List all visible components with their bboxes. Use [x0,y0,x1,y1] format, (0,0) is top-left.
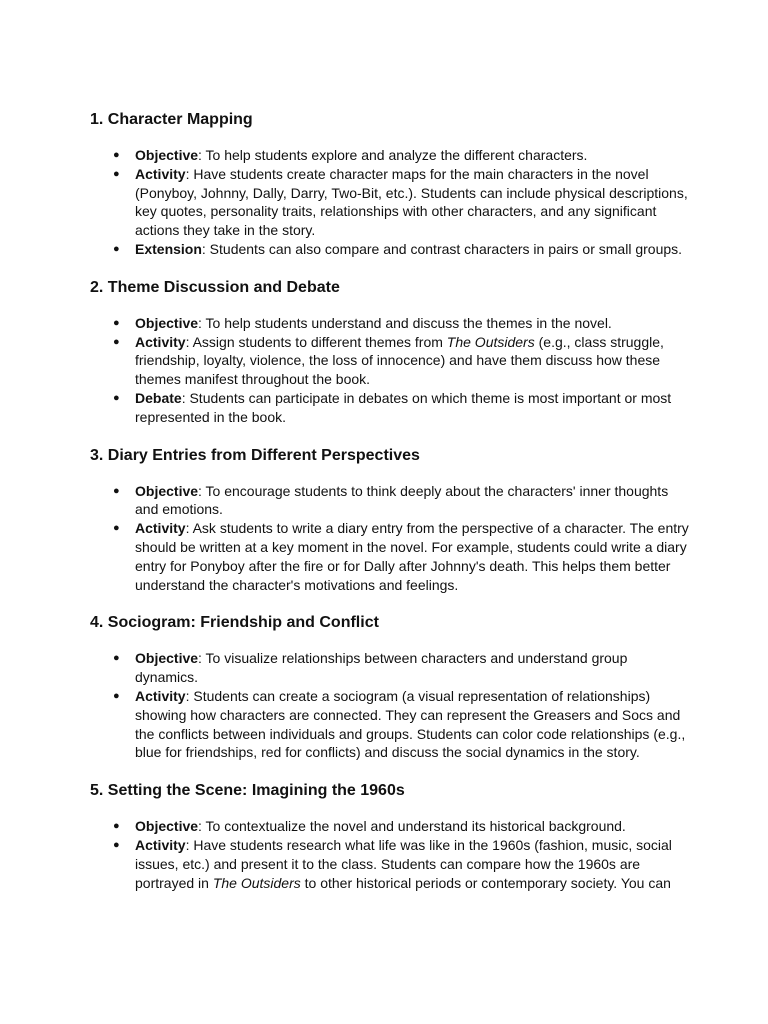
list-item [90,333,690,389]
item-text: : To help students understand and discuss the themes in the novel. [198,314,612,331]
list-item [90,165,690,240]
document-page [90,110,690,911]
bullet-list [90,146,690,259]
section-sociogram [90,613,690,762]
bullet-icon: ● [113,167,120,180]
section-title: 2. Theme Discussion and Debate [90,278,340,296]
section-theme-discussion [90,278,690,427]
bullet-icon: ● [113,652,120,665]
item-label: Activity [135,687,186,704]
item-text: : Students can create a sociogram (a visual representation of relationships) showing how characters are connected. They can represent the Greasers and Socs and the conflicts between individuals and groups. Students can color code relationships (e.g., blue for friendships, red for conflicts) and discuss the social dynamics in the story. [135,687,686,761]
item-text: : Assign students to different themes from [185,333,447,350]
bullet-icon: ● [113,335,120,348]
item-label: Activity [135,836,186,853]
bullet-icon: ● [113,484,120,497]
section-diary-entries [90,446,690,595]
section-title: 5. Setting the Scene: Imagining the 1960s [90,782,405,800]
section-title: 1. Character Mapping [90,111,253,128]
item-text: : To encourage students to think deeply about the characters' inner thoughts and emotions. [135,482,669,518]
list-item [90,240,690,259]
section-title: 4. Sociogram: Friendship and Conflict [90,614,379,632]
item-label: Objective [135,314,199,331]
list-item [90,482,690,520]
bullet-list [90,314,690,427]
bullet-icon: ● [113,391,120,404]
item-label: Activity [135,520,186,537]
bullet-icon: ● [113,242,120,255]
item-text: : Students can participate in debates on which theme is most important or most represented in the book. [135,389,672,425]
list-item [90,389,690,427]
list-item [90,519,690,594]
book-title: The Outsiders [212,874,301,891]
item-label: Extension [135,240,202,257]
item-text: : Students can also compare and contrast characters in pairs or small groups. [201,240,683,257]
item-label: Activity [135,333,186,350]
item-text: : To contextualize the novel and understand its historical background. [198,818,626,835]
item-text: : Have students create character maps for the main characters in the novel (Ponyboy, Johnny, Dally, Darry, Two-Bit, etc.). Students can include physical descriptions, key quotes, personality traits, relationships with other characters, and any significant actions they take in the story. [135,165,688,239]
item-text: : To visualize relationships between characters and understand group dynamics. [135,650,628,686]
list-item [90,649,690,687]
bullet-icon: ● [113,522,120,535]
bullet-list [90,649,690,762]
item-text: (e.g., class struggle, friendship, loyalty, violence, the loss of innocence) and have them discuss how these themes manifest throughout the book. [135,333,664,388]
bullet-list [90,817,690,892]
section-setting-the-scene [90,781,690,892]
item-label: Debate [135,389,182,406]
bullet-icon: ● [113,149,120,161]
bullet-icon: ● [113,838,120,851]
list-item [90,687,690,762]
bullet-icon: ● [113,820,120,833]
item-label: Activity [135,165,186,182]
item-text: to other historical periods or contemporary society. You can [300,874,671,891]
list-item [90,817,690,836]
section-character-mapping [90,110,690,259]
list-item [90,314,690,333]
item-label: Objective [135,147,199,163]
section-title: 3. Diary Entries from Different Perspectives [90,446,420,464]
list-item [90,146,690,165]
item-label: Objective [135,818,199,835]
item-text: : To help students explore and analyze the different characters. [198,147,588,163]
item-label: Objective [135,650,199,667]
item-text: : Ask students to write a diary entry from the perspective of a character. The entry should be written at a key moment in the novel. For example, students could write a diary entry for Ponyboy after the fire or for Dally after Johnny's death. This helps them better understand the character's motivations and feelings. [135,520,689,593]
bullet-icon: ● [113,316,120,329]
item-label: Objective [135,482,199,499]
book-title: The Outsiders [446,333,535,350]
list-item [90,836,690,892]
bullet-list [90,482,690,595]
item-text: : Have students research what life was like in the 1960s (fashion, music, social issues, etc.) and present it to the class. Students can compare how the 1960s are portrayed in [135,836,672,891]
bullet-icon: ● [113,689,120,702]
